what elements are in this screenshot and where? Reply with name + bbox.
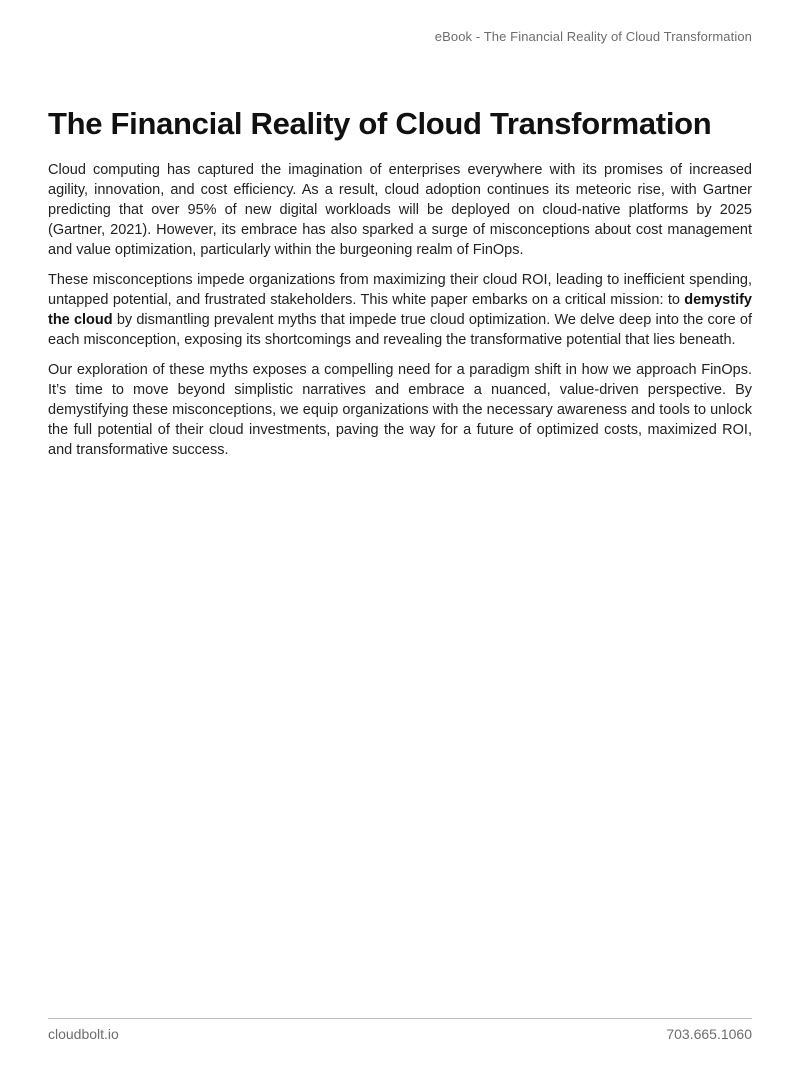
paragraph-misconceptions xyxy=(48,270,752,350)
paragraph-text-before: These misconceptions impede organizations from maximizing their cloud ROI, leading to inefficient spending, untapped potential, and frustrated stakeholders. This white paper embarks on a critical mission: to xyxy=(48,272,752,308)
paragraph-exploration: Our exploration of these myths exposes a compelling need for a paradigm shift in how we approach FinOps. It’s time to move beyond simplistic narratives and embrace a nuanced, value-driven perspective. By demystifying these misconceptions, we equip organizations with the necessary awareness and tools to unlock the full potential of their cloud investments, paving the way for a future of optimized costs, maximized ROI, and transformative success. xyxy=(48,362,752,458)
main-content xyxy=(48,104,752,470)
paragraph-intro: Cloud computing has captured the imagination of enterprises everywhere with its promises of increased agility, innovation, and cost efficiency. As a result, cloud adoption continues its meteoric rise, with Gartner predicting that over 95% of new digital workloads will be deployed on cloud-native platforms by 2025 (Gartner, 2021). However, its embrace has also sparked a surge of misconceptions about cost management and value optimization, particularly within the burgeoning realm of FinOps. xyxy=(48,162,752,258)
paragraph-text-after: by dismantling prevalent myths that impede true cloud optimization. We delve deep into the core of each misconception, exposing its shortcomings and revealing the transformative potential that lies beneath. xyxy=(48,312,752,348)
footer-phone: 703.665.1060 xyxy=(666,1026,752,1042)
running-header: eBook - The Financial Reality of Cloud Transformation xyxy=(434,29,752,44)
page-title: The Financial Reality of Cloud Transformation xyxy=(48,106,712,141)
emphasis-demystify: demystify the cloud xyxy=(48,292,752,328)
footer-divider xyxy=(48,1018,752,1019)
footer-website: cloudbolt.io xyxy=(48,1026,119,1042)
